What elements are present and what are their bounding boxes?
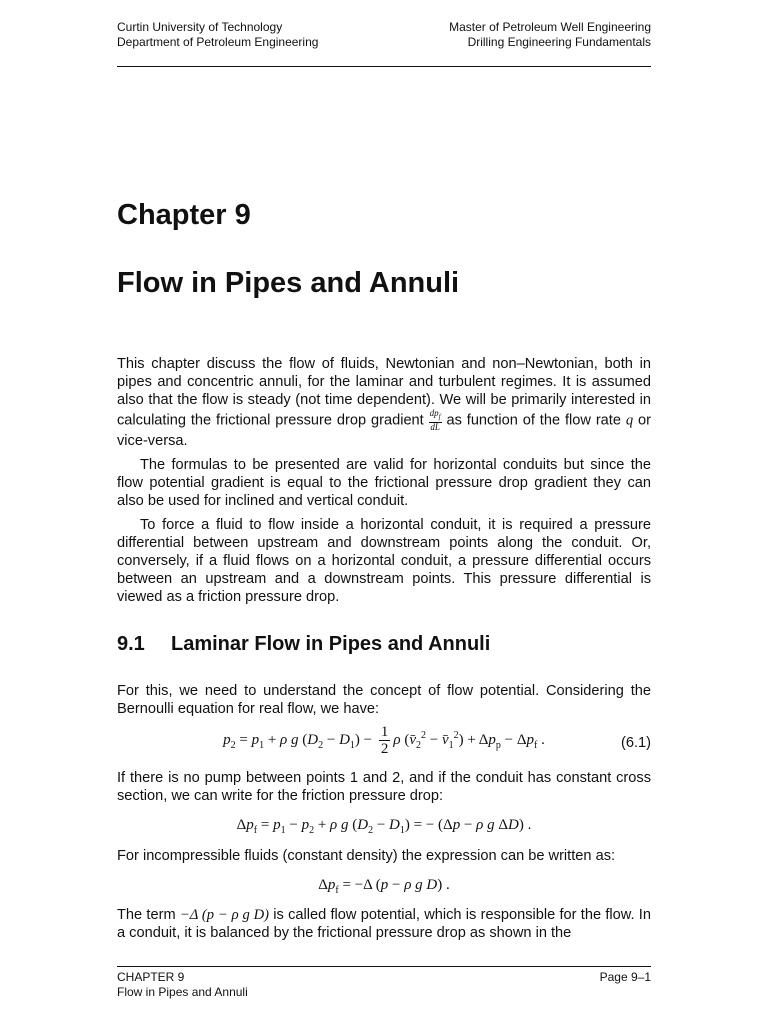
section-paragraph-4: The term −Δ (p − ρ g D) is called flow potential, which is responsible for the flow. In a conduit, it is balanced by the frictional pressure drop as shown in the: [117, 907, 651, 941]
footer-chapter-title: Flow in Pipes and Annuli: [117, 985, 248, 999]
running-header-right: [449, 20, 651, 50]
page-number: Page 9–1: [599, 970, 651, 984]
intro-paragraph-2: The formulas to be presented are valid for horizontal conduits but since the flow potential gradient is equal to the frictional pressure drop gradient they can also be used for inclined and vertical conduit.: [117, 456, 651, 509]
bernoulli-equation: $p_2 = p_1 + \rho$ g $(D_2 - D_1)$ − $\frac{1}{2}$ ρ ($v̄_2^2$ − $v̄_1^2) + \Delta p_p - \Delta p_f$ .: [223, 724, 545, 757]
header-rule: [117, 66, 651, 67]
intro-text: [117, 355, 651, 606]
pressure-gradient-fraction: $\frac{dp_f}{dL}$: [429, 408, 441, 432]
header-department: Department of Petroleum Engineering: [117, 35, 319, 49]
intro-paragraph-1: This chapter discuss the flow of fluids, Newtonian and non–Newtonian, both in pipes and concentric annuli, for the laminar and turbulent regimes. It is assumed also that the flow is steady (not time dependent). We will be primarily interested in calculating the frictional pressure drop gradient $\frac{dp_f}{dL}$ as function of the flow rate q or vice-versa.: [117, 356, 652, 449]
section-heading: [117, 633, 490, 656]
flow-rate-variable: q: [625, 412, 634, 429]
section-title: Laminar Flow in Pipes and Annuli: [171, 633, 491, 655]
footer-rule: [117, 966, 651, 967]
section-number: 9.1: [117, 633, 145, 655]
intro-paragraph-3: To force a fluid to flow inside a horizontal conduit, it is required a pressure differential between upstream and downstream points along the conduit. Or, conversely, if a fluid flows on a horizontal conduit, a pressure differential occurs between an upstream and a downstream points. This pressure differential is viewed as a friction pressure drop.: [117, 516, 651, 605]
header-course: Drilling Engineering Fundamentals: [467, 35, 651, 49]
running-footer-left: [117, 970, 248, 1000]
section-paragraph-3: For incompressible fluids (constant density) the expression can be written as:: [117, 848, 616, 864]
friction-pressure-drop-equation: $\Delta p_f = p_1 - p_2 + \rho$ g $(D_2 - D_1)$ = − (Δp − ρ g ΔD) .: [236, 817, 532, 836]
incompressible-flow-equation: $\Delta p_f = -\Delta$ (p − ρ g D) .: [318, 877, 450, 896]
chapter-label: Chapter 9: [117, 199, 251, 231]
equation-number: (6.1): [620, 735, 651, 751]
header-university: Curtin University of Technology: [117, 20, 283, 34]
running-header-left: [117, 20, 318, 50]
header-program: Master of Petroleum Well Engineering: [449, 20, 651, 34]
flow-potential-term: −Δ (p − ρ g D): [179, 907, 270, 923]
chapter-title: Flow in Pipes and Annuli: [117, 267, 460, 299]
footer-chapter: CHAPTER 9: [117, 970, 185, 984]
section-paragraph-1: For this, we need to understand the concept of flow potential. Considering the Bernoulli equation for real flow, we have:: [117, 683, 651, 717]
section-paragraph-2: If there is no pump between points 1 and 2, and if the conduit has constant cross section, we can write for the friction pressure drop:: [117, 770, 651, 804]
